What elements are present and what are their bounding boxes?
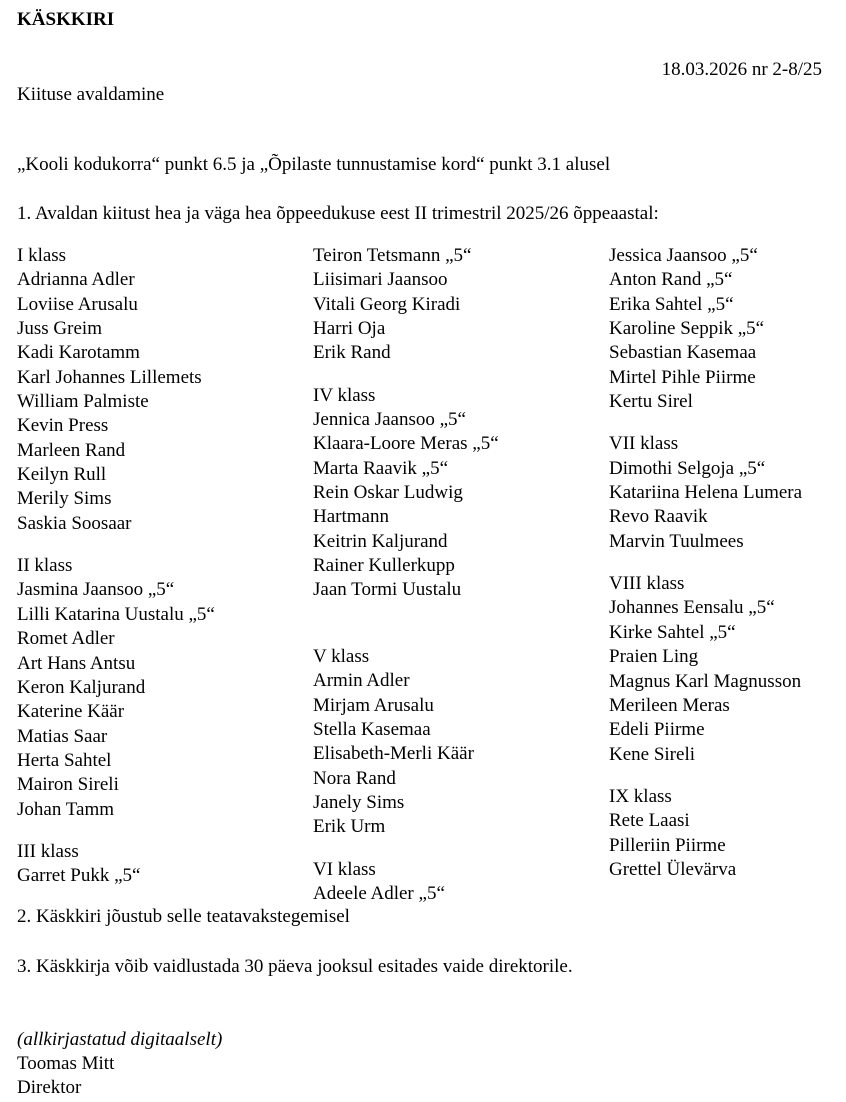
signer-name: Toomas Mitt — [17, 1053, 115, 1074]
student-name: Dimothi Selgoja „5“ — [609, 457, 766, 479]
class-heading: II klass — [17, 555, 73, 577]
student-name: Nora Rand — [313, 767, 396, 789]
date-and-number: 18.03.2026 nr 2-8/25 — [661, 59, 822, 80]
class-group — [17, 554, 215, 822]
class-group — [313, 244, 499, 366]
student-name: Marta Raavik „5“ — [313, 457, 449, 479]
class-group — [17, 244, 215, 536]
student-name: Karoline Seppik „5“ — [609, 318, 765, 340]
item-1: 1. Avaldan kiitust hea ja väga hea õppeedukuse eest II trimestril 2025/26 õppeaastal: — [17, 203, 659, 224]
document-title: KÄSKKIRI — [17, 9, 115, 30]
student-name: Pilleriin Piirme — [609, 834, 726, 856]
student-name: Merily Sims — [17, 488, 112, 510]
student-name: Vitali Georg Kiradi — [313, 293, 461, 315]
student-name: Erik Urm — [313, 816, 386, 838]
student-name: Art Hans Antsu — [17, 652, 136, 674]
class-group — [313, 645, 499, 840]
student-name: Garret Pukk „5“ — [17, 865, 141, 887]
student-name: Mirjam Arusalu — [313, 694, 434, 716]
student-name: Keron Kaljurand — [17, 676, 146, 698]
student-name: Karl Johannes Lillemets — [17, 366, 202, 388]
student-name: Jaan Tormi Uustalu — [313, 579, 462, 601]
student-name: Romet Adler — [17, 628, 115, 650]
student-name: Loviise Arusalu — [17, 293, 138, 315]
student-name: Kirke Sahtel „5“ — [609, 621, 736, 643]
student-name: Jasmina Jaansoo „5“ — [17, 579, 175, 601]
student-name: Erika Sahtel „5“ — [609, 293, 734, 315]
student-name: Anton Rand „5“ — [609, 269, 733, 291]
student-name: Janely Sims — [313, 791, 405, 813]
student-name: Edeli Piirme — [609, 719, 705, 741]
names-column-3 — [609, 244, 802, 900]
student-name: Elisabeth-Merli Käär — [313, 743, 474, 765]
class-group — [313, 384, 499, 603]
student-name: Saskia Soosaar — [17, 512, 132, 534]
student-name: Keitrin Kaljurand — [313, 530, 448, 552]
student-name: Rete Laasi — [609, 810, 690, 832]
student-name: Mirtel Pihle Piirme — [609, 366, 756, 388]
student-name: Kertu Sirel — [609, 391, 693, 413]
student-name: Adeele Adler „5“ — [313, 882, 445, 904]
student-name: Sebastian Kasemaa — [609, 342, 757, 364]
student-name: Marvin Tuulmees — [609, 530, 744, 552]
student-name: Merileen Meras — [609, 694, 730, 716]
class-group — [609, 244, 802, 414]
legal-basis: „Kooli kodukorra“ punkt 6.5 ja „Õpilaste tunnustamise kord“ punkt 3.1 alusel — [17, 154, 611, 175]
class-heading: IV klass — [313, 384, 376, 406]
names-column-1 — [17, 244, 215, 907]
class-heading: V klass — [313, 645, 370, 667]
student-name: Harri Oja — [313, 318, 386, 340]
item-2: 2. Käskkiri jõustub selle teatavakstegemisel — [17, 906, 350, 927]
student-name: Hartmann — [313, 506, 389, 528]
class-group — [609, 785, 802, 882]
student-name: Erik Rand — [313, 342, 391, 364]
class-heading: I klass — [17, 245, 67, 266]
student-name: Grettel Ülevärva — [609, 858, 737, 880]
student-name: Matias Saar — [17, 725, 108, 747]
class-heading: VI klass — [313, 858, 376, 880]
student-name: Herta Sahtel — [17, 749, 112, 771]
student-name: Lilli Katarina Uustalu „5“ — [17, 603, 215, 625]
signature-note: (allkirjastatud digitaalselt) — [17, 1029, 223, 1050]
student-name: Johan Tamm — [17, 798, 115, 820]
student-name: Jennica Jaansoo „5“ — [313, 409, 466, 431]
document-subject: Kiituse avaldamine — [17, 84, 165, 105]
student-name: Kene Sireli — [609, 743, 696, 765]
student-name: Teiron Tetsmann „5“ — [313, 245, 472, 266]
student-name: Stella Kasemaa — [313, 718, 431, 740]
student-name: Rainer Kullerkupp — [313, 555, 455, 577]
student-name: Kevin Press — [17, 415, 109, 437]
student-name: Liisimari Jaansoo — [313, 269, 448, 291]
student-name: Marleen Rand — [17, 439, 126, 461]
student-name: Juss Greim — [17, 318, 102, 340]
student-name: Praien Ling — [609, 646, 699, 668]
student-name: Armin Adler — [313, 670, 410, 692]
student-name: Johannes Eensalu „5“ — [609, 597, 775, 619]
signer-title: Direktor — [17, 1077, 82, 1098]
student-name: Katerine Käär — [17, 701, 125, 723]
student-name: William Palmiste — [17, 391, 149, 413]
names-column-2 — [313, 244, 499, 924]
student-name: Jessica Jaansoo „5“ — [609, 245, 758, 266]
student-name: Kadi Karotamm — [17, 342, 140, 364]
class-group — [17, 840, 215, 889]
student-name: Revo Raavik — [609, 506, 708, 528]
student-name: Rein Oskar Ludwig — [313, 482, 463, 504]
class-group — [313, 858, 499, 907]
class-heading: IX klass — [609, 785, 672, 807]
class-heading: VIII klass — [609, 573, 685, 595]
student-name: Magnus Karl Magnusson — [609, 670, 802, 692]
item-3: 3. Käskkirja võib vaidlustada 30 päeva jooksul esitades vaide direktorile. — [17, 956, 573, 977]
student-name: Klaara-Loore Meras „5“ — [313, 433, 499, 455]
class-group — [609, 432, 802, 554]
student-name: Katariina Helena Lumera — [609, 482, 803, 504]
student-name: Keilyn Rull — [17, 464, 107, 486]
student-name: Mairon Sireli — [17, 774, 119, 796]
student-name: Adrianna Adler — [17, 269, 135, 291]
class-heading: VII klass — [609, 433, 679, 455]
class-group — [609, 572, 802, 767]
class-heading: III klass — [17, 840, 79, 862]
